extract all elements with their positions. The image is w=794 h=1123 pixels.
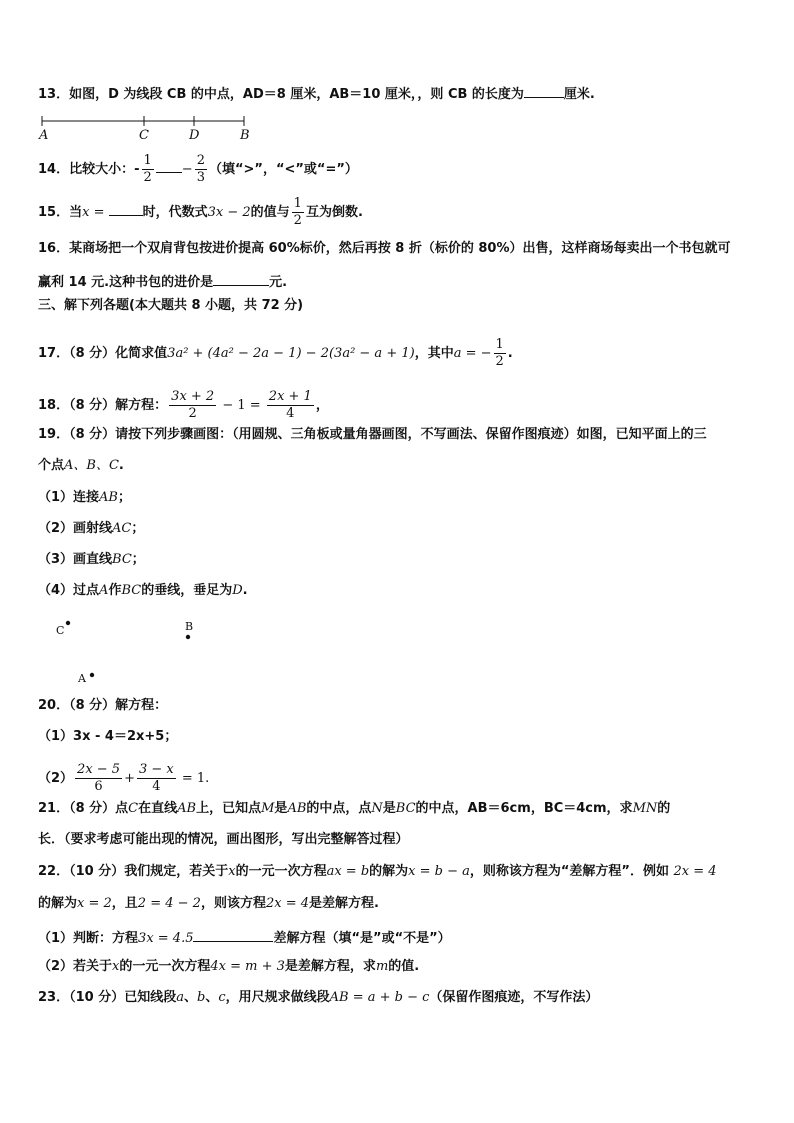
q22-l2b: ，且 xyxy=(111,896,138,911)
point-c-label: C xyxy=(56,624,65,637)
question-20-title: 20．（8 分）解方程： xyxy=(38,698,168,713)
section-3-heading: 三、解下列各题(本大题共 8 小题，共 72 分) xyxy=(38,298,304,313)
q22-l2a: 的解为 xyxy=(38,896,78,911)
q19-s4d: . xyxy=(242,583,248,598)
q21-l1m5: N xyxy=(371,801,383,816)
q22-part-1 xyxy=(38,927,451,948)
q19-s1m: AB xyxy=(99,490,118,505)
q20-step-2 xyxy=(38,762,209,795)
q23-d: ，用尺规求做线段 xyxy=(225,990,330,1005)
q22-l1m4: 2x = 4 xyxy=(673,864,717,879)
question-21-line1 xyxy=(38,800,670,818)
q15-suffix: 互为倒数. xyxy=(305,205,363,220)
q22-s2a: （2）若关于 xyxy=(38,959,113,974)
q21-l1m4: AB xyxy=(287,801,307,816)
q22-l1d: ，则称该方程为“差解方程”．例如 xyxy=(469,864,669,879)
q20-step-1: （1）3x - 4＝2x+5； xyxy=(38,729,178,744)
q15-expr: 3x − 2 xyxy=(207,205,251,220)
q18-fraction-2: $\frac{2x + 1}{4}$ xyxy=(268,389,312,421)
q22-s1b: 差解方程（填“是”或“不是”） xyxy=(273,931,451,946)
q23-m3: c xyxy=(218,990,226,1005)
q22-l1b: 的一元一次方程 xyxy=(235,864,327,879)
q18-end: ， xyxy=(315,398,329,413)
point-a-dot xyxy=(90,673,94,677)
q19-s4b: 作 xyxy=(108,583,122,598)
q22-l2m1: x = 2 xyxy=(77,896,112,911)
point-b-label: B xyxy=(185,620,194,633)
q17-fraction: $\frac{1}{2}$ xyxy=(495,337,504,369)
q22-l2m2: 2 = 4 − 2 xyxy=(137,896,201,911)
point-a-label: A xyxy=(78,672,86,685)
q22-part-2 xyxy=(38,958,419,976)
q21-l1b: 在直线 xyxy=(138,801,178,816)
q19-s4m2: BC xyxy=(121,583,142,598)
q23-b: 、 xyxy=(183,990,197,1005)
question-21-line2: 长．（要求考虑可能出现的情况，画出图形，写出完整解答过程） xyxy=(38,832,409,847)
q19-s2m: AC xyxy=(112,521,132,536)
q15-fraction: $\frac{1}{2}$ xyxy=(293,196,302,228)
q17-var: a = − xyxy=(453,346,492,361)
q22-l1m1: x xyxy=(228,864,236,879)
q13-unit: 厘米. xyxy=(563,87,595,102)
q22-s1m: 3x = 4.5 xyxy=(138,931,194,946)
q19-s4m1: A xyxy=(99,583,109,598)
q16-line2b: 元. xyxy=(269,275,288,290)
q23-e: （保留作图痕迹，不写作法） xyxy=(429,990,599,1005)
q22-l1a: 22．（10 分）我们规定，若关于 xyxy=(38,864,229,879)
q16-line2a: 赢利 14 元.这种书包的进价是 xyxy=(38,275,214,290)
label-a: A xyxy=(39,128,49,143)
q14-fraction-1: $\frac{1}{2}$ xyxy=(143,153,152,185)
q22-s2m2: 4x = m + 3 xyxy=(210,959,285,974)
q20-fraction-1: $\frac{2x - 5}{6}$ xyxy=(77,762,121,794)
q19-s1a: （1）连接 xyxy=(38,490,100,505)
q21-l1e: 的中点，点 xyxy=(306,801,372,816)
question-22-line1 xyxy=(38,863,717,881)
q21-l1c: 上，已知点 xyxy=(196,801,262,816)
q14-minus: − xyxy=(181,162,193,177)
q19-line2b: . xyxy=(118,458,124,473)
label-b: B xyxy=(240,128,250,143)
q21-l1m6: BC xyxy=(395,801,416,816)
q23-m4: AB = a + b − c xyxy=(329,990,430,1005)
q14-prefix: 14．比较大小：- xyxy=(38,162,140,177)
q22-l1c: 的解为 xyxy=(369,864,409,879)
q23-c: 、 xyxy=(205,990,219,1005)
q23-m2: b xyxy=(197,990,206,1005)
question-22-line2 xyxy=(38,895,379,913)
q19-s4m3: D xyxy=(232,583,243,598)
q18-fraction-1: $\frac{3x + 2}{2}$ xyxy=(171,389,215,421)
q19-s4c: 的垂线，垂足为 xyxy=(141,583,233,598)
q17-prefix: 17．（8 分）化简求值 xyxy=(38,346,168,361)
q15-eq: = xyxy=(89,205,109,220)
q14-fraction-2: $\frac{2}{3}$ xyxy=(196,153,205,185)
q19-s3m: BC xyxy=(112,552,132,567)
q15-prefix: 15．当 xyxy=(38,205,83,220)
q22-s2m1: x xyxy=(112,959,120,974)
q19-s1b: ； xyxy=(118,490,132,505)
q21-l1m3: M xyxy=(261,801,275,816)
q17-expr: 3a² + (4a² − 2a − 1) − 2(3a² − a + 1) xyxy=(167,346,415,361)
q20-s2b: = 1. xyxy=(177,771,210,786)
q15-mid: 时，代数式 xyxy=(142,205,208,220)
q15-mid2: 的值与 xyxy=(250,205,290,220)
label-d: D xyxy=(189,128,200,143)
q17-end: . xyxy=(507,346,513,361)
q18-mid: − 1 = xyxy=(218,398,265,413)
point-b-dot xyxy=(186,635,190,639)
q22-s2m3: m xyxy=(375,959,389,974)
q21-l1h: 的 xyxy=(657,801,671,816)
question-23 xyxy=(38,989,598,1007)
q21-l1a: 21．（8 分）点 xyxy=(38,801,129,816)
q22-s2d: 的值. xyxy=(388,959,420,974)
q21-l1m2: AB xyxy=(177,801,197,816)
q22-s1a: （1）判断：方程 xyxy=(38,931,139,946)
q18-prefix: 18．（8 分）解方程： xyxy=(38,398,168,413)
q22-l2d: 是差解方程. xyxy=(308,896,379,911)
question-16-line1: 16．某商场把一个双肩背包按进价提高 60%标价，然后再按 8 折（标价的 80%）出售，这样商场每卖出一个书包就可 xyxy=(38,241,731,256)
q23-a: 23．（10 分）已知线段 xyxy=(38,990,177,1005)
q20-fraction-2: $\frac{3 - x}{4}$ xyxy=(138,762,174,794)
q19-s2a: （2）画射线 xyxy=(38,521,113,536)
q21-l1f: 是 xyxy=(382,801,396,816)
q20-plus: + xyxy=(124,771,135,786)
question-19-line1: 19．（8 分）请按下列步骤画图：（用圆规、三角板或量角器画图，不写画法、保留作图痕迹）如图，已知平面上的三 xyxy=(38,427,707,442)
q21-l1m1: C xyxy=(128,801,139,816)
q19-line2a: 个点 xyxy=(38,458,65,473)
q21-l1d: 是 xyxy=(274,801,288,816)
point-c-dot xyxy=(66,621,70,625)
q19-s2b: ； xyxy=(131,521,145,536)
q21-l1g: 的中点，AB＝6cm，BC＝4cm，求 xyxy=(415,801,633,816)
q22-l2m3: 2x = 4 xyxy=(265,896,309,911)
q19-line2m: A、B、C xyxy=(64,458,119,473)
q17-mid: ，其中 xyxy=(414,346,454,361)
q19-s3b: ； xyxy=(131,552,145,567)
q22-l2c: ，则该方程 xyxy=(200,896,266,911)
q22-l1m2: ax = b xyxy=(326,864,370,879)
q22-l1m3: x = b − a xyxy=(408,864,470,879)
q22-s2b: 的一元一次方程 xyxy=(119,959,211,974)
q22-answer-blank[interactable] xyxy=(193,927,273,942)
q19-s3a: （3）画直线 xyxy=(38,552,113,567)
label-c: C xyxy=(139,128,149,143)
q19-s4a: （4）过点 xyxy=(38,583,100,598)
q14-suffix: （填“>”，“<”或“=”） xyxy=(208,162,358,177)
q20-s2a: （2） xyxy=(38,771,74,786)
q23-m1: a xyxy=(176,990,184,1005)
q21-l1m7: MN xyxy=(632,801,658,816)
q13-text: 13．如图，D 为线段 CB 的中点，AD＝8 厘米，AB＝10 厘米，，则 CB 的长度为 xyxy=(38,87,524,102)
q15-var: x xyxy=(82,205,90,220)
q22-s2c: 是差解方程，求 xyxy=(284,959,376,974)
